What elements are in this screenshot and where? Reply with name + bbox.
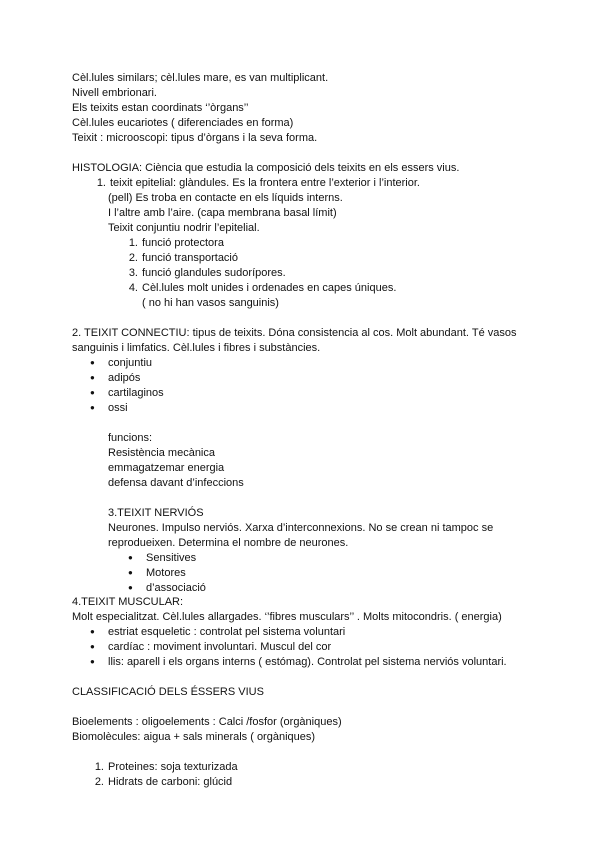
list-marker: 1. — [96, 177, 106, 189]
bullet-icon: ● — [90, 657, 95, 666]
bullet-text: Sensitives — [146, 552, 197, 564]
paragraph-line: Teixit conjuntiu nodrir l’epitelial. — [108, 222, 260, 234]
list-marker: 4. — [128, 282, 138, 294]
list-item — [90, 775, 390, 789]
funcions-label: funcions: — [108, 432, 153, 444]
funcio-line: emmagatzemar energia — [108, 462, 225, 474]
bullet-item — [90, 386, 290, 400]
bullet-icon: ● — [90, 627, 95, 636]
paragraph-line: (pell) Es troba en contacte en els líquids interns. — [108, 192, 343, 204]
bullet-text: d’associació — [146, 582, 206, 594]
intro-line: Nivell embrionari. — [72, 87, 157, 99]
list-item-text: Cèl.lules molt unides i ordenades en capes úniques. — [142, 282, 397, 294]
bullet-text: adipós — [108, 372, 141, 384]
bullet-text: llis: aparell i els organs interns ( estómag). Controlat pel sistema nerviós voluntari. — [108, 656, 507, 668]
bullet-text: cardíac : moviment involuntari. Muscul del cor — [108, 641, 332, 653]
funcio-line: Resistència mecànica — [108, 447, 215, 459]
bullet-item — [90, 401, 290, 415]
bullet-text: conjuntiu — [108, 357, 153, 369]
paragraph-line: Neurones. Impulso nerviós. Xarxa d’interconnexions. No se crean ni tampoc se — [108, 522, 494, 534]
bioelements-line: Bioelements : oligoelements : Calci /fosfor (orgàniques) — [72, 716, 342, 728]
list-item-text: funció protectora — [142, 237, 224, 249]
paragraph-line: I l’altre amb l’aire. (capa membrana basal límit) — [108, 207, 337, 219]
list-item-text: funció glandules sudorípores. — [142, 267, 286, 279]
bullet-text: Motores — [146, 567, 186, 579]
intro-line: Cèl.lules similars; cèl.lules mare, es van multiplicant. — [72, 72, 329, 84]
list-marker: 2. — [94, 776, 104, 788]
bullet-item — [90, 640, 570, 654]
nervios-heading: 3.TEIXIT NERVIÓS — [108, 507, 204, 519]
histologia-heading: HISTOLOGIA: Ciència que estudia la composició dels teixits en els essers vius. — [72, 162, 460, 174]
list-marker: 2. — [128, 252, 138, 264]
sub-list-item — [124, 281, 524, 295]
paragraph-line: Molt especialitzat. Cèl.lules allargades. ‘’fibres musculars’’ . Molts mitocondris. ( energia) — [72, 611, 502, 623]
intro-line: Cèl.lules eucariotes ( diferenciades en forma) — [72, 117, 294, 129]
connectiu-heading-cont: sanguinis i limfatics. Cèl.lules i fibres i substàncies. — [72, 342, 321, 354]
list-marker: 1. — [94, 761, 104, 773]
list-item — [90, 760, 390, 774]
bullet-item — [128, 581, 328, 595]
bullet-icon: ● — [90, 403, 95, 412]
list-marker: 3. — [128, 267, 138, 279]
muscular-heading: 4.TEIXIT MUSCULAR: — [72, 596, 184, 608]
bullet-icon: ● — [128, 583, 133, 592]
bullet-icon: ● — [128, 568, 133, 577]
list-item-text: funció transportació — [142, 252, 238, 264]
classificacio-heading: CLASSIFICACIÓ DELS ÉSSERS VIUS — [72, 686, 264, 698]
connectiu-heading: 2. TEIXIT CONNECTIU: tipus de teixits. Dóna consistencia al cos. Molt abundant. Té vasos — [72, 327, 517, 339]
paragraph-line: reprodueixen. Determina el nombre de neurones. — [108, 537, 349, 549]
bullet-icon: ● — [90, 642, 95, 651]
list-item-text: teixit epitelial: glàndules. Es la frontera entre l’exterior i l’interior. — [110, 177, 420, 189]
bullet-item — [90, 655, 580, 669]
bullet-icon: ● — [90, 358, 95, 367]
bullet-text: estriat esqueletic : controlat pel sistema voluntari — [108, 626, 346, 638]
intro-line: Els teixits estan coordinats ‘’òrgans’’ — [72, 102, 249, 114]
sub-list-item — [124, 236, 524, 250]
sub-note: ( no hi han vasos sanguinis) — [142, 297, 279, 309]
bullet-icon: ● — [90, 373, 95, 382]
bullet-item — [90, 356, 290, 370]
list-marker: 1. — [128, 237, 138, 249]
biomolecules-line: Biomolècules: aigua + sals minerals ( orgàniques) — [72, 731, 316, 743]
funcio-line: defensa davant d’infeccions — [108, 477, 244, 489]
sub-list-item — [124, 266, 524, 280]
sub-list-item — [124, 251, 524, 265]
list-item — [92, 176, 572, 190]
bullet-text: ossi — [108, 402, 128, 414]
bullet-icon: ● — [90, 388, 95, 397]
intro-line: Teixit : microoscopi: tipus d’òrgans i la seva forma. — [72, 132, 318, 144]
bullet-item — [90, 625, 570, 639]
list-item-text: Proteines: soja texturizada — [108, 761, 238, 773]
bullet-icon: ● — [128, 553, 133, 562]
bullet-item — [128, 566, 328, 580]
bullet-item — [90, 371, 290, 385]
bullet-item — [128, 551, 328, 565]
list-item-text: Hidrats de carboni: glúcid — [108, 776, 233, 788]
bullet-text: cartilaginos — [108, 387, 164, 399]
